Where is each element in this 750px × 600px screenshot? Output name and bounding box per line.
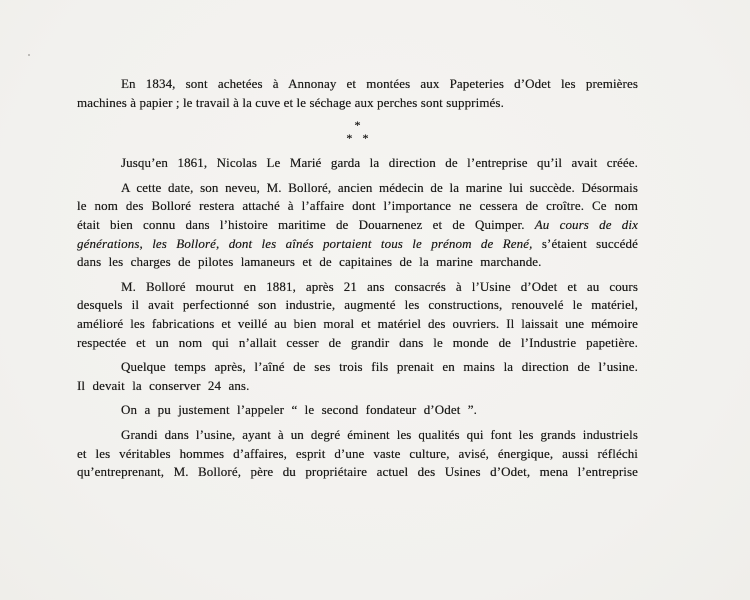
text-run: amélioré les fabrications et veillé au bien moral et matériel des ouvriers. Il laissait une mémoire bbox=[77, 315, 638, 331]
text-line bbox=[77, 445, 638, 464]
paper-speck bbox=[28, 54, 30, 56]
text-line bbox=[77, 426, 638, 445]
paragraph bbox=[77, 278, 638, 352]
paragraph bbox=[77, 426, 638, 482]
text-line bbox=[77, 334, 638, 353]
text-line bbox=[77, 179, 638, 198]
text-run: le nom des Bolloré restera attaché à l’affaire dont l’importance ne cessera de croître. Ce nom bbox=[77, 198, 638, 214]
text-run: Jusqu’en 1861, Nicolas Le Marié garda la direction de l’entreprise qu’il avait créée. bbox=[121, 155, 638, 171]
text-line bbox=[77, 154, 638, 173]
text-run: qu’entreprenant, M. Bolloré, père du propriétaire actuel des Usines d’Odet, mena l’entreprise bbox=[77, 464, 638, 480]
asterism-separator bbox=[77, 119, 638, 145]
text-block bbox=[77, 75, 638, 488]
asterism-row-bottom: * * bbox=[346, 131, 369, 146]
text-line bbox=[77, 463, 638, 482]
paragraph bbox=[77, 154, 638, 173]
italic-text-run: Au cours de dix bbox=[534, 216, 638, 232]
text-run: respectée et un nom qui n’allait cesser de grandir dans le monde de l’Industrie papetière. bbox=[77, 334, 638, 350]
text-run: était bien connu dans l’histoire maritime de Douarnenez et de Quimper. bbox=[77, 216, 535, 232]
paragraph bbox=[77, 75, 638, 112]
italic-text-run: générations, les Bolloré, dont les aînés portaient tous le prénom de René, bbox=[77, 235, 533, 251]
text-line bbox=[77, 296, 638, 315]
text-line bbox=[77, 94, 638, 113]
asterism-row-top: * bbox=[354, 118, 361, 133]
text-run: En 1834, sont achetées à Annonay et montées aux Papeteries d’Odet les premières bbox=[121, 76, 638, 91]
text-line bbox=[77, 253, 638, 272]
text-run: dans les charges de pilotes lamaneurs et de capitaines de la marine marchande. bbox=[77, 254, 542, 270]
text-run: A cette date, son neveu, M. Bolloré, ancien médecin de la marine lui succède. Désormais bbox=[121, 179, 638, 195]
text-line bbox=[77, 197, 638, 216]
text-run: et les véritables hommes d’affaires, esprit d’une vaste culture, avisé, énergique, aussi réfléchi bbox=[77, 445, 638, 461]
text-run: Grandi dans l’usine, ayant à un degré éminent les qualités qui font les grands industriels bbox=[121, 426, 638, 442]
text-run: Quelque temps après, l’aîné de ses trois fils prenait en mains la direction de l’usine. bbox=[121, 359, 638, 375]
text-run: desquels il avait perfectionné son industrie, augmenté les constructions, renouvelé le matériel, bbox=[77, 297, 638, 313]
text-run: On a pu justement l’appeler “ le second fondateur d’Odet ”. bbox=[121, 402, 477, 418]
text-run: machines à papier ; le travail à la cuve et le séchage aux perches sont supprimés. bbox=[77, 94, 504, 110]
paragraph bbox=[77, 358, 638, 395]
paragraph bbox=[77, 401, 638, 420]
paragraph bbox=[77, 179, 638, 272]
text-line bbox=[77, 216, 638, 235]
text-run: M. Bolloré mourut en 1881, après 21 ans consacrés à l’Usine d’Odet et au cours bbox=[121, 278, 638, 294]
text-run: Il devait la conserver 24 ans. bbox=[77, 377, 250, 393]
text-line bbox=[77, 401, 638, 420]
text-line bbox=[77, 377, 638, 396]
text-line bbox=[77, 75, 638, 94]
text-run: s’étaient succédé bbox=[532, 235, 638, 251]
text-line bbox=[77, 315, 638, 334]
text-line bbox=[77, 278, 638, 297]
text-line bbox=[77, 358, 638, 377]
text-line bbox=[77, 235, 638, 254]
